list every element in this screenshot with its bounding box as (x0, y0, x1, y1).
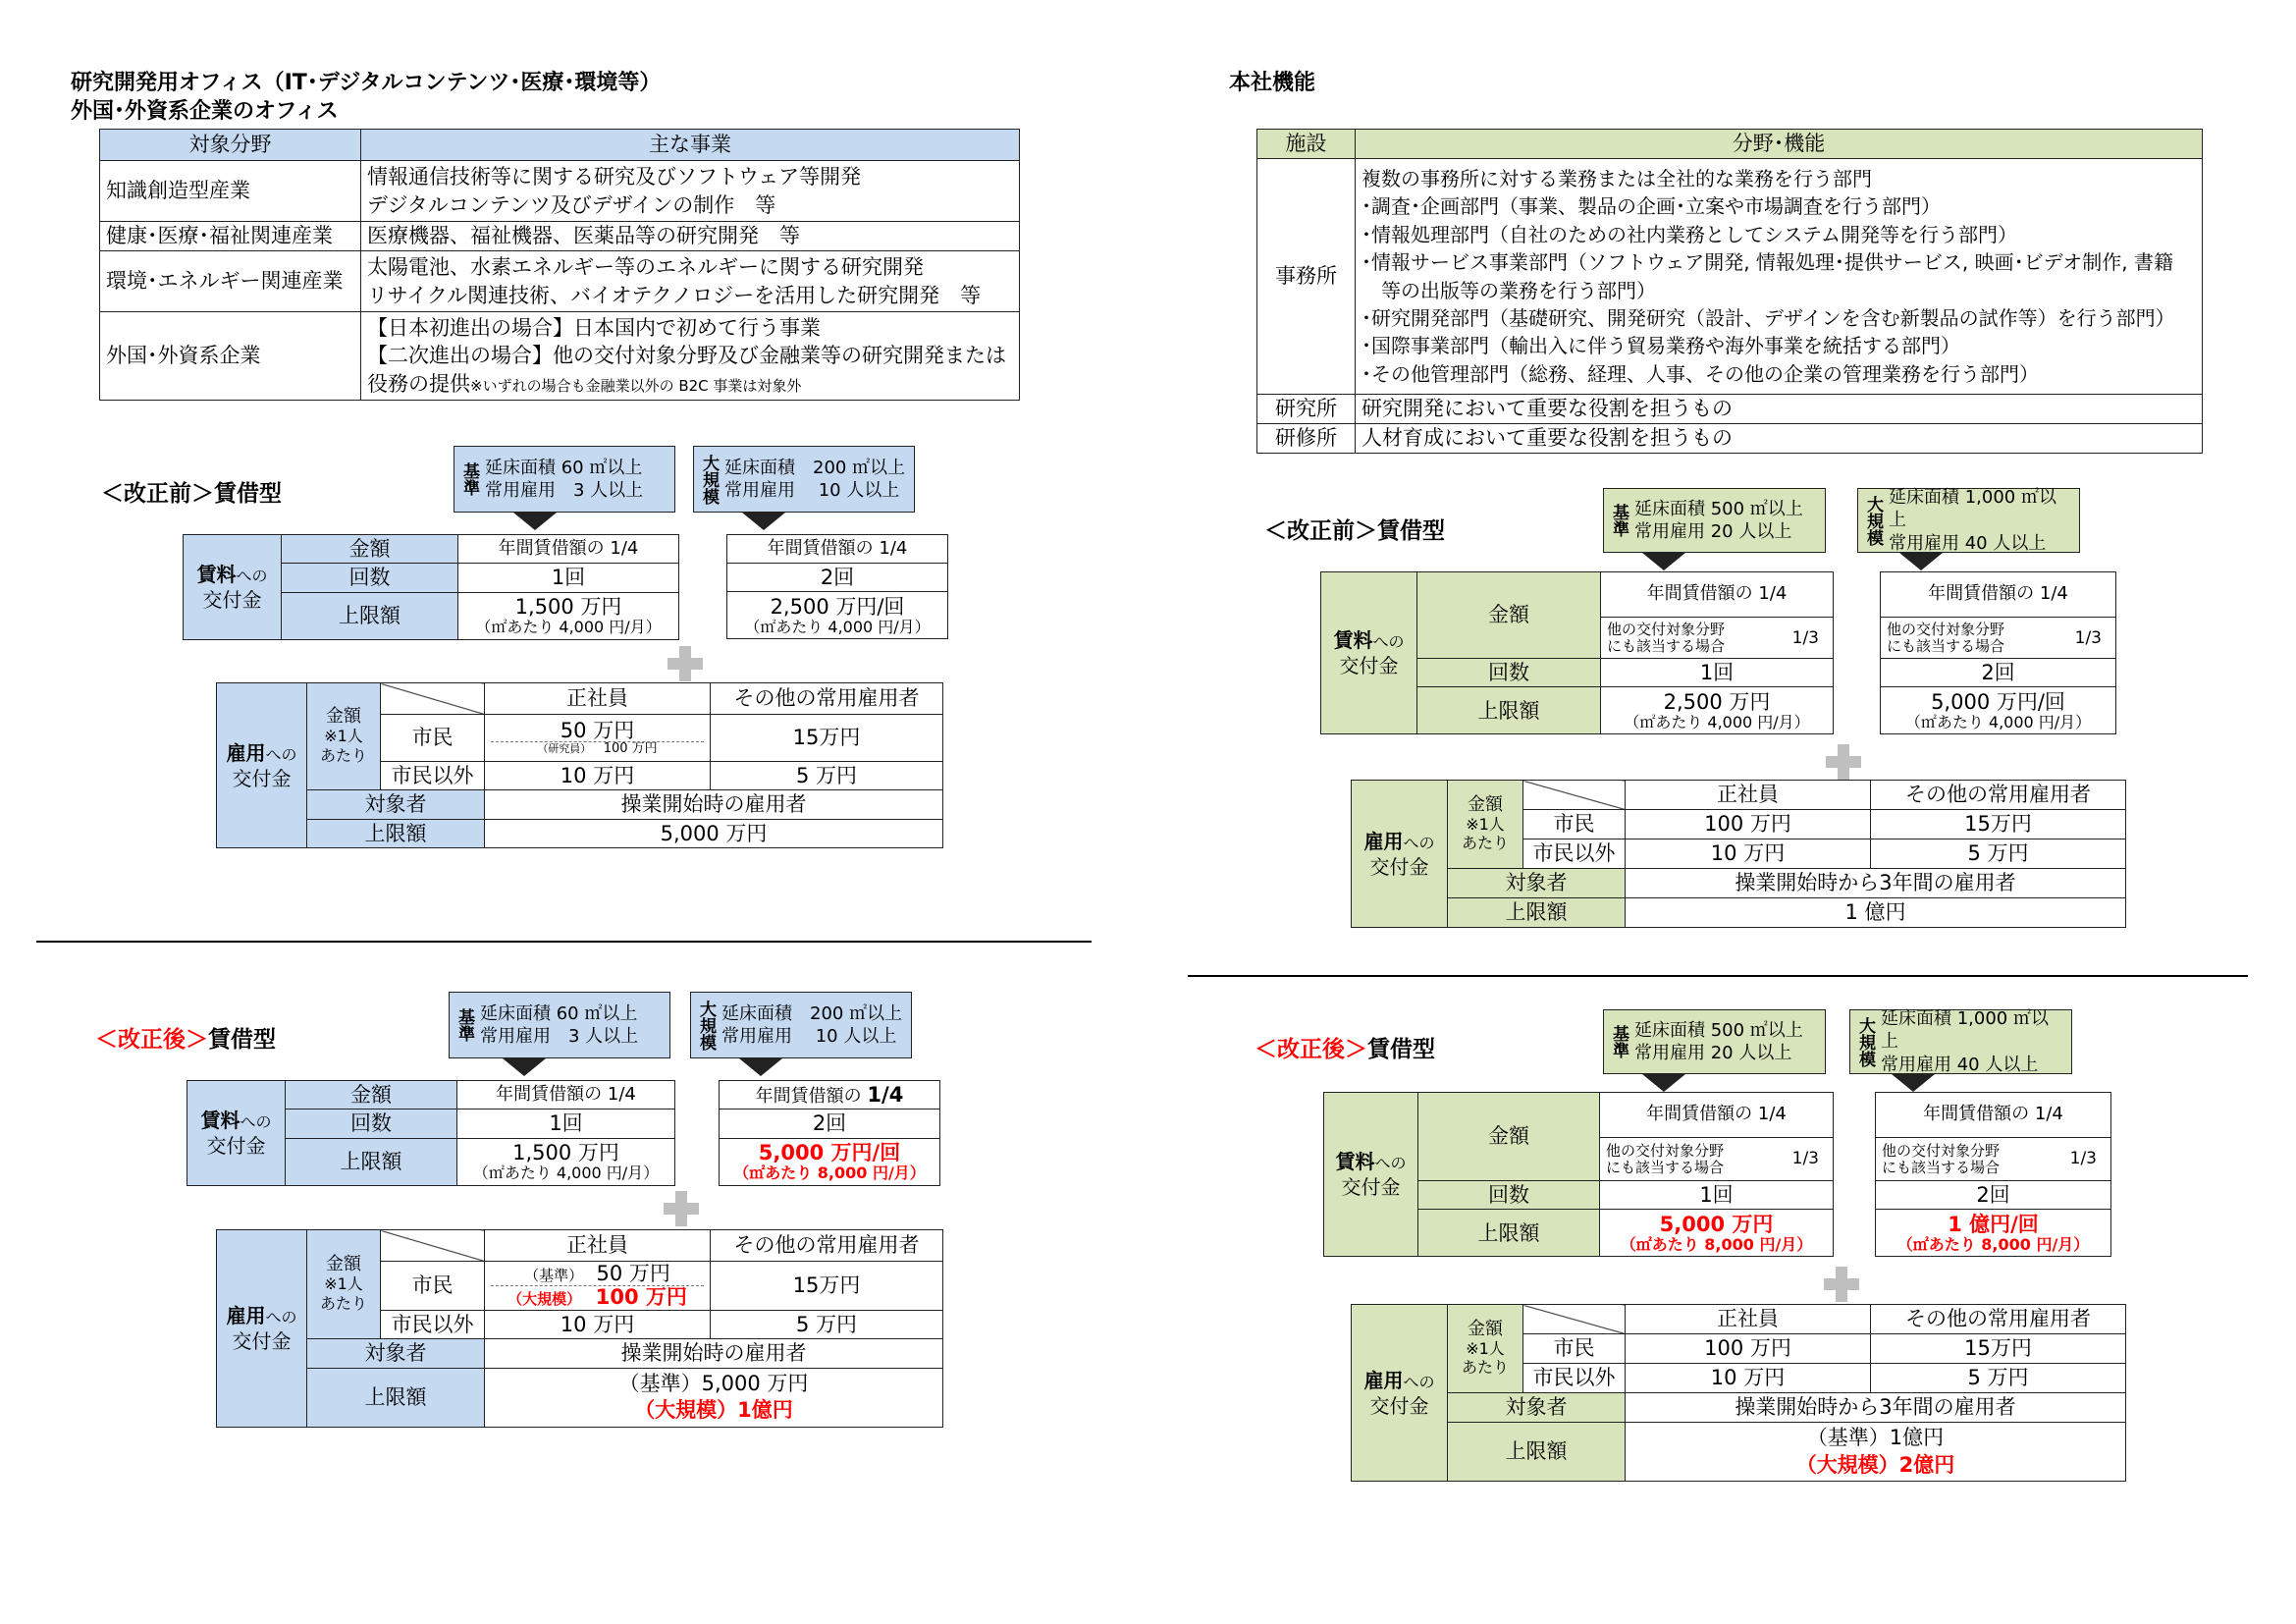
lg-limit: 1 億円/回 (1948, 1212, 2039, 1236)
row-citizen: 市民 (1523, 1334, 1626, 1364)
large-tag: 大規模 (699, 454, 719, 505)
left-after-emp-table (216, 1229, 943, 1428)
rent-label-suffix: への (1372, 632, 1405, 652)
non-regular: 10 万円 (1626, 1364, 1871, 1393)
right-after-lg-callout (1849, 1009, 2072, 1074)
row-noncitizen: 市民以外 (381, 1311, 485, 1339)
right-title: 本社機能 (1229, 71, 1316, 95)
std-limit: 1,500 万円 (514, 594, 622, 619)
emp-limit-large: （大規模）2億円 (1795, 1452, 1955, 1477)
row-emp-limit: 上限額 (307, 819, 485, 847)
rent-grant-label (184, 535, 282, 640)
emp-per2: あたり (1461, 1358, 1509, 1378)
other-field: 他の交付対象分野 (1607, 621, 1726, 638)
callout-arrow (503, 1058, 546, 1076)
std-limit-rate: （㎡あたり 8,000 円/月） (1620, 1234, 1813, 1254)
std-limit-rate: （㎡あたり 4,000 円/月） (1624, 712, 1810, 731)
col-regular: 正社員 (485, 1230, 711, 1262)
std-limit-rate: （㎡あたり 4,000 円/月） (472, 1163, 660, 1182)
right-facility-table (1256, 129, 2203, 454)
lg-times: 2回 (727, 564, 948, 592)
row-emp-limit: 上限額 (1448, 1423, 1626, 1482)
row-times: 回数 (1418, 1181, 1600, 1210)
col-regular: 正社員 (485, 683, 711, 715)
lg-amount-rate: 1/4 (867, 1083, 904, 1107)
left-before-std-callout (454, 446, 675, 513)
row-citizen: 市民 (381, 1262, 485, 1311)
researcher-tag: （研究員） (537, 742, 592, 756)
emp-label-suffix: への (265, 744, 297, 764)
std-amount: 年間賃借額の 1/4 (1600, 1093, 1834, 1138)
rent-label-grant: 交付金 (202, 587, 262, 612)
business-line: 太陽電池、水素エネルギー等のエネルギーに関する研究開発 (367, 255, 924, 280)
left-target-table (99, 129, 1020, 401)
right-after-rent-table-std (1323, 1092, 1834, 1257)
callout-arrow (739, 1058, 782, 1076)
non-other: 5 万円 (1871, 1364, 2126, 1393)
right-before-lg-callout (1857, 488, 2080, 553)
rent-label-suffix: への (236, 566, 268, 585)
std-limit: 5,000 万円 (1659, 1212, 1774, 1236)
target-value: 操業開始時から3年間の雇用者 (1626, 1393, 2126, 1423)
non-other: 5 万円 (711, 1311, 943, 1339)
std-times: 1回 (458, 564, 679, 592)
heading-type: 賃借型 (208, 1027, 276, 1053)
row-target: 対象者 (307, 790, 485, 819)
col-main-business: 主な事業 (361, 130, 1020, 161)
lg-limit: 5,000 万円/回 (758, 1140, 901, 1164)
std-tag: 基準 (1609, 1025, 1629, 1058)
row-citizen: 市民 (1523, 810, 1626, 839)
heading-type: 賃借型 (1367, 1037, 1435, 1062)
other-field: 他の交付対象分野 (1882, 1142, 2001, 1160)
col-other: その他の常用雇用者 (711, 683, 943, 715)
rent-label-grant: 交付金 (206, 1133, 266, 1158)
field-environment: 環境･エネルギー関連産業 (100, 251, 361, 312)
business-line: デジタルコンテンツ及びデザインの制作 等 (367, 192, 776, 217)
row-amount: 金額 (282, 535, 458, 564)
office-line: ･情報処理部門（自社のための社内業務としてシステム開発等を行う部門） (1362, 222, 2017, 246)
callout-line: 延床面積 500 ㎡以上 (1634, 498, 1803, 519)
target-value: 操業開始時から3年間の雇用者 (1626, 869, 2126, 898)
callout-line: 延床面積 200 ㎡以上 (724, 457, 906, 478)
left-before-heading: ＜改正前＞賃借型 (101, 481, 282, 507)
row-times: 回数 (282, 564, 458, 592)
callout-line: 常用雇用 10 人以上 (721, 1026, 897, 1047)
emp-label: 雇用 (226, 740, 266, 765)
emp-limit-large: （大規模）1億円 (634, 1398, 793, 1423)
lg-amount: 年間賃借額の 1/4 (1876, 1093, 2111, 1138)
callout-line: 常用雇用 40 人以上 (1889, 532, 2047, 554)
office-line: ･調査･企画部門（事業、製品の企画･立案や市場調査を行う部門） (1362, 194, 1941, 219)
std-amount: 年間賃借額の 1/4 (458, 535, 679, 564)
std-amount: 年間賃借額の 1/4 (1601, 572, 1834, 618)
cit-regular: 100 万円 (1626, 810, 1871, 839)
right-after-std-callout (1603, 1009, 1826, 1074)
rent-label-suffix: への (1374, 1154, 1407, 1173)
plus-icon (664, 1191, 699, 1226)
cit-regular: 100 万円 (1626, 1334, 1871, 1364)
business-line: 【日本初進出の場合】日本国内で初めて行う事業 (367, 315, 821, 340)
callout-line: 延床面積 60 ㎡以上 (480, 1002, 638, 1024)
right-after-heading (1255, 1031, 1435, 1063)
diagonal-cell (1523, 781, 1626, 810)
lab-desc: 研究開発において重要な役割を担うもの (1356, 395, 2203, 424)
cit-other: 15万円 (711, 715, 943, 762)
cit-researcher: 100 万円 (603, 741, 658, 757)
non-other: 5 万円 (711, 762, 943, 790)
office-line: 複数の事務所に対する業務または全社的な業務を行う部門 (1362, 166, 1872, 190)
business-line: 役務の提供 (367, 371, 470, 396)
emp-per2: あたり (319, 1294, 367, 1314)
emp-amount: 金額 (326, 706, 361, 728)
rent-label: 賃料 (1335, 1150, 1375, 1174)
cit-other: 15万円 (711, 1262, 943, 1311)
right-before-rent-table-lg (1880, 571, 2116, 734)
left-after-rent-table-std (187, 1080, 675, 1186)
emp-per: ※1人 (324, 1274, 363, 1294)
emp-label: 雇用 (226, 1303, 266, 1327)
other-rate: 1/3 (1791, 1149, 1819, 1168)
rent-label: 賃料 (196, 562, 237, 586)
other-rate: 1/3 (2074, 628, 2102, 648)
std-times: 1回 (457, 1110, 675, 1138)
left-after-lg-callout (690, 992, 912, 1058)
row-emp-limit: 上限額 (307, 1368, 485, 1427)
callout-arrow (1892, 1074, 1935, 1092)
emp-amount: 金額 (326, 1254, 361, 1275)
emp-per2: あたり (1461, 834, 1509, 853)
emp-amount: 金額 (1468, 793, 1503, 815)
right-after-emp-table (1351, 1304, 2126, 1482)
cit-regular-large: 100 万円 (595, 1285, 687, 1309)
rent-label: 賃料 (1333, 628, 1373, 653)
large-tag: 大規模 (696, 1000, 716, 1051)
field-health: 健康･医療･福祉関連産業 (100, 222, 361, 251)
row-noncitizen: 市民以外 (1523, 839, 1626, 869)
other-field2: にも該当する場合 (1606, 1158, 1725, 1176)
business-line: 医療機器、福祉機器、医薬品等の研究開発 等 (361, 222, 1020, 251)
col-function: 分野･機能 (1356, 130, 2203, 159)
emp-limit-std: （基準）5,000 万円 (618, 1371, 809, 1395)
lg-amount: 年間賃借額の 1/4 (1881, 572, 2116, 618)
emp-label-grant: 交付金 (1369, 1393, 1429, 1418)
callout-line: 延床面積 60 ㎡以上 (485, 457, 643, 478)
other-field: 他の交付対象分野 (1606, 1142, 1725, 1160)
std-tag: 基準 (454, 1008, 474, 1042)
lg-amount: 年間賃借額の 1/4 (727, 535, 948, 564)
non-regular: 10 万円 (1626, 839, 1871, 869)
row-target: 対象者 (1448, 1393, 1626, 1423)
row-times: 回数 (1417, 659, 1601, 687)
large-tag-small: （大規模） (507, 1290, 582, 1308)
callout-line: 常用雇用 3 人以上 (485, 480, 644, 501)
left-title-1: 研究開発用オフィス（IT･デジタルコンテンツ･医療･環境等） (71, 71, 662, 95)
plus-icon (1826, 744, 1861, 780)
other-field: 他の交付対象分野 (1887, 621, 2005, 638)
cit-regular: 50 万円 (560, 719, 635, 743)
std-limit-rate: （㎡あたり 4,000 円/月） (475, 617, 662, 636)
training-desc: 人材育成において重要な役割を担うもの (1356, 424, 2203, 454)
row-target: 対象者 (307, 1339, 485, 1368)
plus-icon (667, 646, 703, 681)
office-line: ･情報サービス事業部門（ソフトウェア開発, 情報処理･提供サービス, 映画･ビデオ制作, 書籍 (1362, 250, 2173, 275)
large-tag: 大規模 (1855, 1016, 1875, 1067)
heading-revised: ＜改正後＞ (95, 1027, 208, 1053)
non-regular: 10 万円 (485, 1311, 711, 1339)
emp-per2: あたり (319, 746, 367, 766)
callout-line: 延床面積 1,000 ㎡以上 (1889, 486, 2056, 531)
left-after-heading (95, 1021, 276, 1054)
callout-line: 常用雇用 20 人以上 (1634, 521, 1792, 542)
col-facility: 施設 (1257, 130, 1356, 159)
emp-label-suffix: への (1403, 1372, 1435, 1391)
row-amount: 金額 (1418, 1093, 1600, 1181)
emp-label-grant: 交付金 (1369, 854, 1429, 879)
row-emp-limit: 上限額 (1448, 898, 1626, 928)
std-limit: 1,500 万円 (512, 1140, 619, 1164)
emp-label-grant: 交付金 (232, 766, 292, 790)
col-regular: 正社員 (1626, 1305, 1871, 1334)
non-other: 5 万円 (1871, 839, 2126, 869)
facility-training: 研修所 (1257, 424, 1356, 454)
left-before-lg-callout (693, 446, 915, 513)
col-other: その他の常用雇用者 (1871, 781, 2126, 810)
std-tag-small: （基準） (524, 1266, 584, 1284)
lg-times: 2回 (720, 1110, 940, 1138)
business-line: リサイクル関連技術、バイオテクノロジーを活用した研究開発 等 (367, 283, 982, 307)
rent-label-suffix: への (240, 1111, 272, 1131)
right-before-heading: ＜改正前＞賃借型 (1264, 518, 1445, 544)
callout-line: 延床面積 200 ㎡以上 (721, 1002, 903, 1024)
emp-grant-label (217, 683, 307, 848)
lg-limit-rate: （㎡あたり 4,000 円/月） (1904, 712, 2092, 731)
row-noncitizen: 市民以外 (381, 762, 485, 790)
other-field2: にも該当する場合 (1887, 636, 2005, 655)
left-after-rent-table-lg (719, 1080, 940, 1186)
cit-other: 15万円 (1871, 810, 2126, 839)
std-times: 1回 (1600, 1181, 1834, 1210)
emp-per: ※1人 (1466, 814, 1505, 834)
callout-line: 延床面積 1,000 ㎡以上 (1881, 1007, 2049, 1053)
left-title-2: 外国･外資系企業のオフィス (71, 99, 339, 124)
cit-regular: 50 万円 (596, 1261, 670, 1285)
row-limit: 上限額 (1417, 687, 1601, 734)
col-regular: 正社員 (1626, 781, 1871, 810)
field-knowledge: 知識創造型産業 (100, 161, 361, 222)
business-line: 【二次進出の場合】他の交付対象分野及び金融業等の研究開発または (367, 344, 1006, 368)
left-before-rent-table-lg (726, 534, 948, 639)
divider (1188, 975, 2248, 977)
callout-line: 常用雇用 20 人以上 (1634, 1043, 1792, 1063)
std-times: 1回 (1601, 659, 1834, 687)
business-line: 情報通信技術等に関する研究及びソフトウェア等開発 (367, 165, 862, 189)
lg-limit-rate: （㎡あたり 4,000 円/月） (744, 617, 931, 636)
callout-line: 常用雇用 40 人以上 (1881, 1054, 2039, 1075)
callout-arrow (1642, 1074, 1685, 1092)
target-value: 操業開始時の雇用者 (485, 1339, 943, 1368)
field-foreign: 外国･外資系企業 (100, 312, 361, 401)
other-field2: にも該当する場合 (1882, 1158, 2001, 1176)
emp-limit-std: （基準）1億円 (1806, 1426, 1945, 1450)
std-tag: 基準 (459, 462, 479, 496)
rent-label-grant: 交付金 (1339, 654, 1399, 678)
other-rate: 1/3 (1791, 628, 1819, 648)
office-line: ･国際事業部門（輸出入に伴う貿易業務や海外事業を統括する部門） (1362, 334, 1960, 358)
row-citizen: 市民 (381, 715, 485, 762)
row-limit: 上限額 (282, 592, 458, 639)
office-line: ･研究開発部門（基礎研究、開発研究（設計、デザインを含む新製品の試作等）を行う部門） (1362, 305, 2175, 330)
right-after-rent-table-lg (1875, 1092, 2111, 1257)
row-noncitizen: 市民以外 (1523, 1364, 1626, 1393)
non-regular: 10 万円 (485, 762, 711, 790)
row-amount: 金額 (1417, 572, 1601, 659)
lg-limit: 2,500 万円/回 (770, 594, 905, 619)
callout-arrow (513, 513, 557, 530)
col-other: その他の常用雇用者 (1871, 1305, 2126, 1334)
callout-arrow (742, 513, 785, 530)
row-times: 回数 (286, 1110, 457, 1138)
left-before-rent-table-std (183, 534, 679, 640)
cit-other: 15万円 (1871, 1334, 2126, 1364)
lg-limit: 5,000 万円/回 (1931, 689, 2065, 714)
emp-limit-value: 1 億円 (1626, 898, 2126, 928)
callout-line: 常用雇用 10 人以上 (724, 480, 900, 501)
emp-label: 雇用 (1363, 1368, 1404, 1392)
diagonal-cell (381, 1230, 485, 1262)
emp-per: ※1人 (324, 727, 363, 746)
facility-lab: 研究所 (1257, 395, 1356, 424)
emp-per: ※1人 (1466, 1338, 1505, 1358)
lg-limit-rate: （㎡あたり 8,000 円/月） (1896, 1234, 2090, 1254)
right-before-rent-table-std (1320, 571, 1834, 734)
right-before-std-callout (1603, 488, 1826, 553)
col-other: その他の常用雇用者 (711, 1230, 943, 1262)
callout-line: 延床面積 500 ㎡以上 (1634, 1019, 1803, 1041)
lg-amount: 年間賃借額の (755, 1086, 868, 1107)
emp-label-grant: 交付金 (232, 1328, 292, 1353)
rent-label-grant: 交付金 (1341, 1175, 1401, 1200)
rent-label: 賃料 (200, 1108, 240, 1132)
emp-label-suffix: への (265, 1307, 297, 1326)
emp-label: 雇用 (1363, 829, 1404, 853)
emp-label-suffix: への (1403, 833, 1435, 852)
std-limit: 2,500 万円 (1663, 689, 1771, 714)
other-field2: にも該当する場合 (1607, 636, 1726, 655)
plus-icon (1824, 1267, 1859, 1302)
std-amount: 年間賃借額の 1/4 (457, 1081, 675, 1110)
callout-arrow (1642, 553, 1685, 570)
facility-office: 事務所 (1257, 159, 1356, 395)
row-limit: 上限額 (286, 1138, 457, 1185)
right-before-emp-table (1351, 780, 2126, 928)
diagonal-cell (1523, 1305, 1626, 1334)
business-note: ※いずれの場合も金融業以外の B2C 事業は対象外 (470, 376, 802, 395)
lg-times: 2回 (1876, 1181, 2111, 1210)
diagonal-cell (381, 683, 485, 715)
emp-amount: 金額 (1468, 1318, 1503, 1339)
row-limit: 上限額 (1418, 1210, 1600, 1257)
callout-arrow (1899, 553, 1943, 570)
left-after-std-callout (449, 992, 670, 1058)
callout-line: 常用雇用 3 人以上 (480, 1026, 639, 1047)
office-line: 等の出版等の業務を行う部門） (1362, 278, 1656, 302)
heading-revised: ＜改正後＞ (1255, 1037, 1367, 1062)
left-before-emp-table (216, 682, 943, 848)
large-tag: 大規模 (1863, 495, 1883, 546)
divider (36, 941, 1092, 943)
other-rate: 1/3 (2069, 1149, 2097, 1168)
row-target: 対象者 (1448, 869, 1626, 898)
target-value: 操業開始時の雇用者 (485, 790, 943, 819)
emp-limit-value: 5,000 万円 (485, 819, 943, 847)
col-target-field: 対象分野 (100, 130, 361, 161)
lg-times: 2回 (1881, 659, 2116, 687)
lg-limit-rate: （㎡あたり 8,000 円/月） (733, 1163, 926, 1182)
office-line: ･その他管理部門（総務、経理、人事、その他の企業の管理業務を行う部門） (1362, 361, 2039, 386)
row-amount: 金額 (286, 1081, 457, 1110)
std-tag: 基準 (1609, 504, 1629, 537)
